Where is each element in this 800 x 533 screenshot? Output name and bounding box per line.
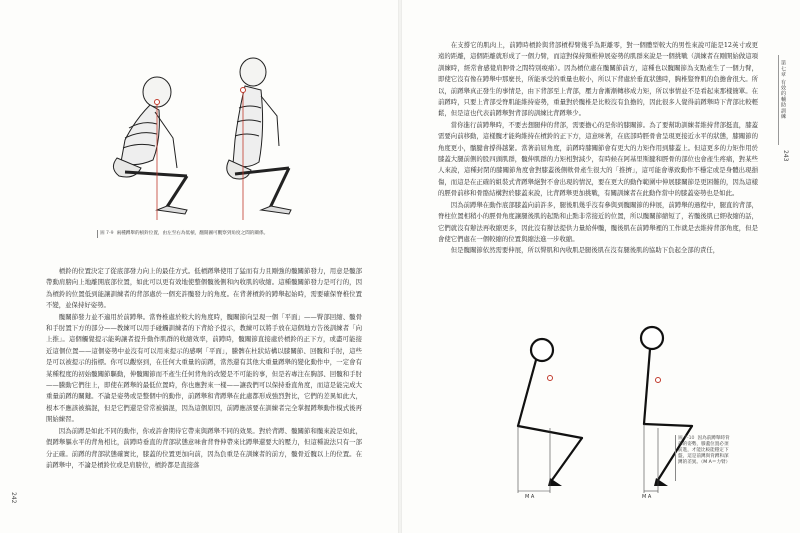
figure-7-9-skeletons [95,50,300,225]
right-body-text [438,40,758,302]
paragraph: 當你進行前蹲舉時，不要去想腿伸的背部，需要擔心的是你的膝關節。為了要幫助訓練者維持背部挺直，膝蓋需要向前移動，這樣髖才能夠維持在槓鈴的正下方，這意味著，在底部時脛骨會呈現更接近水平的狀態，膝關節的角度更小，髕腱會撐得越緊。當著前屈角度，前蹲時膝關節會有更大的力矩作用到膝蓋上。但這更多的力矩作用於膝蓋大腿前側的股四頭肌群，髖伸肌群的力矩相對減少，有時候在阿基里斯腱和脛骨的部位也會產生疼痛，對某些人來說，這種封閉的膝關節角度會對膝蓋後側軟骨產生很大的「推擠」，這可能會導致動作不穩定或是身體出現損傷，而這是在正確的組裝式背蹲舉絕對不會出現的情況，要在更大的動作範圍中伸展膝關節是更困難的，因為這樣的脛骨前移和骨骼結構對於膝蓋來說，比背蹲舉更加挑戰，有關訓練者在此動作當中的膝蓋姿勢也是如此。 [438,120,758,198]
paragraph: 在支撐它的肌肉上，前蹲時槓鈴與背部槓桿臂幾乎為距離零，對一個體型較大的男性來說可能是12英寸或更遠的距離，這個距離就形成了一個力臂，而這對保持頸椎伸展姿勢的肌群來說是一個挑戰（訓練者在剛開始做這項訓練時，經常會感覺肩胛骨之間特別痠痛）。因為槓位處在髖關節前方，這種也以髖關節為支點產生了一個力臂，即使它沒有像在蹲舉中那麼長，所能承受的重量也較小，所以下背處於垂直狀態時，胸椎豎脊肌的負擔會很大。所以，前蹲舉真正發生的事情是，由下背部至上背部，壓力會漸漸轉移成力矩，所以事情並不是看起來那樣簡單。在前蹲時，只要上背部受脊肌能維持姿勢，重量對於髖椎是比較沒有負擔的，因此很多人覺得前蹲舉時下背部比較輕鬆，但是這也代表前蹲舉對背部的訓練比背蹲舉少。 [438,41,758,118]
right-page [400,0,800,533]
paragraph: 因為前蹲是如此不同的動作，你或許會期待它帶來與蹲舉不同的效果。對於背蹲、髖關節和髖來說是如此，假蹲舉軀水平的背角相比，前蹲時垂直的背部狀態意味會背脊伸帶來比蹲舉還要大的壓力，但這種說法只有一部分正確。前蹲的背部狀態確實比，膝蓋的位置更加向前，因為負重是在訓練者的前方，髖骨近髖以上的位置。在前蹲舉中，不論是槓鈴位或是肩膀位，槓鈴都是直接落 [46,426,362,469]
left-body-text [46,266,362,506]
chapter-divider-line [778,55,779,145]
paragraph: 但是髖關節依然需要伸展，所以臀肌和內收肌是腿後肌在沒有腿後肌的協助下負起全部的責任， [450,246,720,255]
page-number: 242 [10,492,17,504]
page-number: 243 [782,150,789,162]
figure-caption-text: 因為前蹲舉時背部的姿勢，膝蓋位置必須前進，才能比較能穩定下盤，這是前蹲與背蹲和深蹲的差異。（M A＝力臂） [678,436,731,465]
running-head: 第七章 有效的輔助訓練 [780,60,786,120]
figure-caption-text: 兩種蹲舉的槓鈴位置，由左至右為低槓，翻開圖可觀察到角度之間的關係。 [116,231,269,236]
paragraph: 因為前蹲舉在動作底部膝蓋向前許多，腿後肌幾乎沒有參與到髖關節的伸展，前蹲舉的過程中，腿直的背部，脊柱位置相稍小的脛骨角度讓腿後肌的起點和止點非常接近的位置，所以髖關節縮短了，若髖後肌已經收縮的話，它們就沒有辦法再收縮更多，因此沒有辦法提供力量給伸髖，髖後肌在前蹲舉裡的工作就是去維持背部角度，但是會使它們處在一個較縮的位置與縮法進一步收縮。 [438,200,758,243]
ma-label-right: M A [642,494,652,500]
figure-7-9-caption [100,231,298,237]
paragraph: 槓鈴的位置決定了從底部發力向上的最佳方式。低槓蹲舉使用了猛而有力且剛強的髖關節發力，用意是髖部帶動肩膀向上地離開底部位置，如此可以更有效地使整個髖後側和內收肌的收縮。這種髖關節發力是可行的，因為槓鈴的位置低到能讓訓練者的背部處於一個充許髖發力的角度。在背著槓鈴的蹲舉起始時，需要確保脊椎位置不變，並保持好姿勢。 [46,267,362,310]
paragraph: 髖關節發力並不適用於前蹲舉。當脊椎處於較大的角度時，髖關節向呈現一個「平面」——臀部回縮、髖骨和手肘置下方的部分——教練可以用手碰觸訓練者的下背給予提示，教練可以將手放在這個地方告後訓練者「向上推」。這個觸覺提示能夠讓者提升動作肌群的收縮效率，前蹲時，髖關節直接處於槓鈴的正下方，或盡可能接近這個位置——這個姿勢中並沒有可以用來提示的感啊「平面」，騰髀在杜狀結構以膝關節、回髖和手肘，這些是可以被提示的指標。你可以觀察到，在任何大重量的前蹲，當然還有其他大重量蹲舉的變化動作中，一定會有某種程度的初始髖關節驅動，伸髖關節而不產生任何背角的改變是不可能的事，但是若專注在胸部、回髖和手肘——騰動它們往上，即使在蹲舉的最低位置時，你也應對來一樣——讓我們可以保持垂直角度，而這是能完成大重量前蹲的關鍵。不論是姿勢或是整個中的動作，前蹲舉和背蹲舉在此處都形成強烈對比，它們的差異如此大，根本不應該被搞混，但是它們還是常常被搞混，因為這個原因，前蹲應該要在訓練者完全掌握蹲舉動作模式後再開始練習。 [46,312,362,424]
figure-caption-number: 圖 7-10 [678,436,695,441]
figure-7-10-caption [678,436,730,466]
figure-7-10-diagram [480,308,700,508]
ma-label-left: M A [525,494,535,500]
figure-caption-number: 圖 7-9 [100,231,114,236]
